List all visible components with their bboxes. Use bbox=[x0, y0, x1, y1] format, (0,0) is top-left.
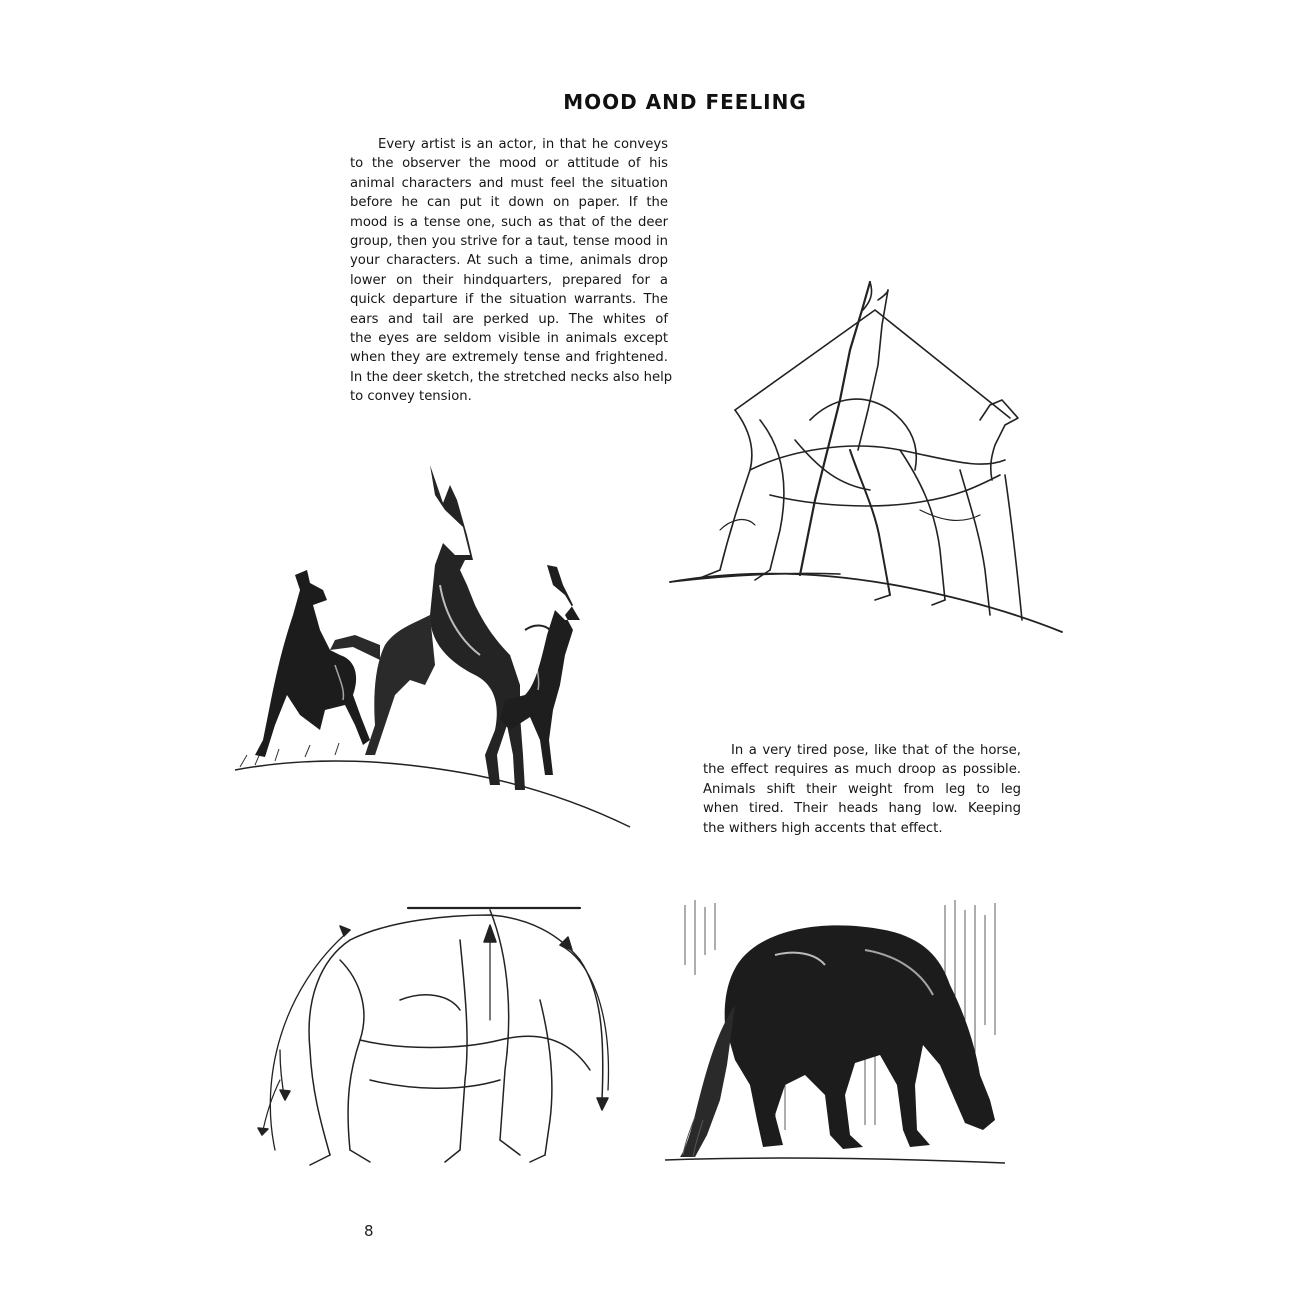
page-title: MOOD AND FEELING bbox=[563, 90, 807, 114]
text-line: the withers high accents that effect. bbox=[703, 820, 943, 836]
deer-group-illustration bbox=[235, 455, 635, 835]
text-line: when tired. Their heads hang low. Keeping bbox=[703, 801, 1021, 817]
text-line: your characters. At such a time, animals drop bbox=[350, 253, 668, 269]
paragraph-tired-pose bbox=[703, 741, 1021, 838]
text-line: the effect requires as much droop as possible. bbox=[703, 762, 1021, 778]
text-line: to the observer the mood or attitude of his bbox=[350, 156, 668, 172]
page-number: 8 bbox=[364, 1222, 374, 1240]
text-line: Every artist is an actor, in that he conveys bbox=[378, 137, 668, 152]
horse-gesture-sketch bbox=[250, 900, 630, 1170]
text-line: before he can put it down on paper. If the bbox=[350, 195, 668, 211]
text-line: the eyes are seldom visible in animals except bbox=[350, 331, 668, 347]
text-line: group, then you strive for a taut, tense mood in bbox=[350, 234, 668, 250]
text-line: In the deer sketch, the stretched necks also help bbox=[350, 369, 673, 385]
text-line: ears and tail are perked up. The whites of bbox=[350, 311, 668, 327]
text-line: when they are extremely tense and frightened. bbox=[350, 350, 668, 366]
text-line: animal characters and must feel the situation bbox=[350, 175, 668, 191]
tired-horse-illustration bbox=[665, 895, 1015, 1175]
text-line: mood is a tense one, such as that of the deer bbox=[350, 214, 668, 230]
paragraph-tense-mood bbox=[350, 135, 673, 407]
deer-gesture-sketch bbox=[660, 270, 1070, 640]
text-line: lower on their hindquarters, prepared for a bbox=[350, 272, 668, 288]
text-line: to convey tension. bbox=[350, 389, 472, 405]
text-line: Animals shift their weight from leg to leg bbox=[703, 781, 1021, 797]
text-line: In a very tired pose, like that of the horse, bbox=[731, 743, 1021, 758]
text-line: quick departure if the situation warrants. The bbox=[350, 292, 668, 308]
